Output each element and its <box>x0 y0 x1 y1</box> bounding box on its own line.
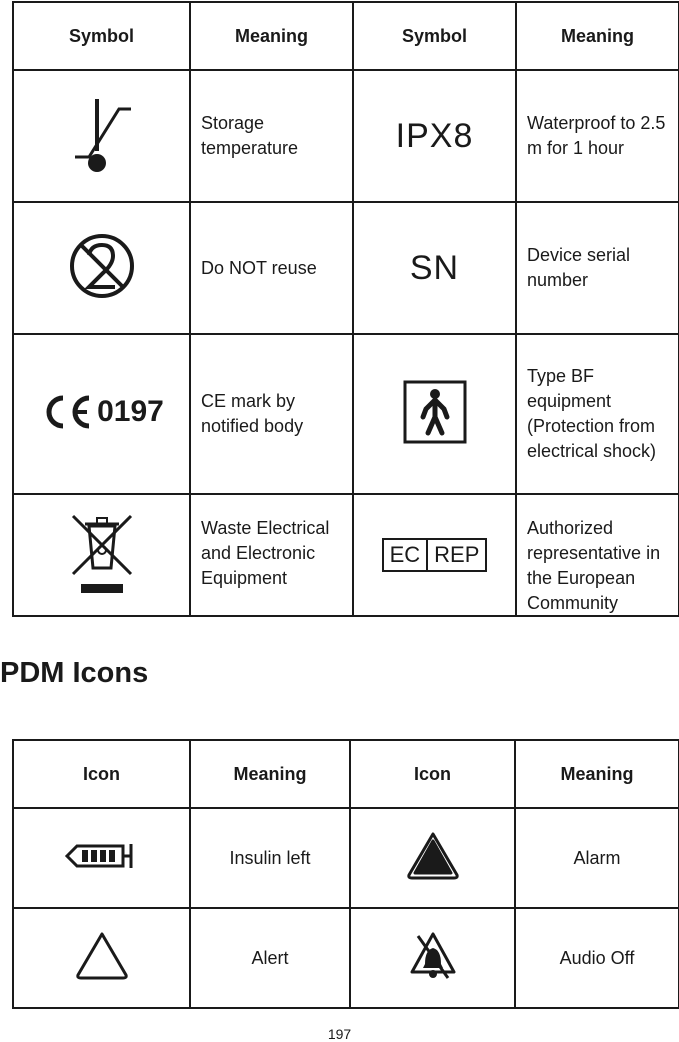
meaning-cell: Insulin left <box>190 808 350 908</box>
ipx8-symbol: IPX8 <box>395 116 474 155</box>
meaning-cell: Storage temperature <box>190 70 353 202</box>
ce-mark-icon <box>39 394 164 430</box>
icon-cell <box>13 908 190 1008</box>
meaning-cell: Do NOT reuse <box>190 202 353 334</box>
notified-body-number: 0197 <box>97 394 164 428</box>
table-row <box>13 70 679 202</box>
type-bf-icon <box>402 379 468 445</box>
table-row <box>13 202 679 334</box>
symbol-cell <box>353 70 516 202</box>
icon-cell <box>13 808 190 908</box>
symbol-cell <box>353 494 516 616</box>
meaning-cell: Alert <box>190 908 350 1008</box>
table-header-row <box>13 740 679 808</box>
symbol-cell <box>13 334 190 494</box>
page-number: 197 <box>327 1026 352 1042</box>
icon-cell <box>350 808 515 908</box>
table-row <box>13 908 679 1008</box>
table-row <box>13 494 679 616</box>
weee-bin-icon <box>67 510 137 596</box>
audio-off-icon <box>408 930 458 982</box>
rep-label: REP <box>426 540 485 570</box>
meaning-cell: CE mark by notified body <box>190 334 353 494</box>
storage-temperature-icon <box>67 89 137 179</box>
meaning-cell <box>190 494 353 616</box>
meaning-text: Authorized representative in the European Community <box>527 518 661 613</box>
icon-cell <box>350 908 515 1008</box>
column-header: Symbol <box>353 2 516 70</box>
column-header: Icon <box>13 740 190 808</box>
table-row <box>13 808 679 908</box>
meaning-cell: Audio Off <box>515 908 679 1008</box>
table-row <box>13 334 679 494</box>
insulin-left-icon <box>65 838 139 874</box>
meaning-cell <box>516 494 679 616</box>
section-heading: PDM Icons <box>0 657 149 689</box>
alarm-icon <box>406 831 460 881</box>
symbol-cell <box>13 494 190 616</box>
meaning-cell: Device serial number <box>516 202 679 334</box>
pdm-icons-table <box>12 739 679 1009</box>
meaning-cell: Alarm <box>515 808 679 908</box>
symbol-cell <box>13 202 190 334</box>
column-header: Meaning <box>190 2 353 70</box>
symbol-cell <box>353 202 516 334</box>
column-header: Icon <box>350 740 515 808</box>
symbol-cell <box>353 334 516 494</box>
meaning-cell: Waterproof to 2.5 m for 1 hour <box>516 70 679 202</box>
ec-label: EC <box>389 542 421 567</box>
ce-logo-icon <box>39 394 93 430</box>
symbols-table <box>12 1 679 617</box>
ec-rep-icon <box>382 538 488 572</box>
alert-icon <box>75 931 129 981</box>
do-not-reuse-icon <box>67 231 137 301</box>
symbol-cell <box>13 70 190 202</box>
meaning-cell: Type BF equipment (Protection from electrical shock) <box>516 334 679 494</box>
meaning-text: Waste Electrical and Electronic Equipment <box>201 518 330 588</box>
column-header: Meaning <box>515 740 679 808</box>
sn-symbol: SN <box>409 248 460 287</box>
table-header-row <box>13 2 679 70</box>
column-header: Symbol <box>13 2 190 70</box>
column-header: Meaning <box>190 740 350 808</box>
column-header: Meaning <box>516 2 679 70</box>
